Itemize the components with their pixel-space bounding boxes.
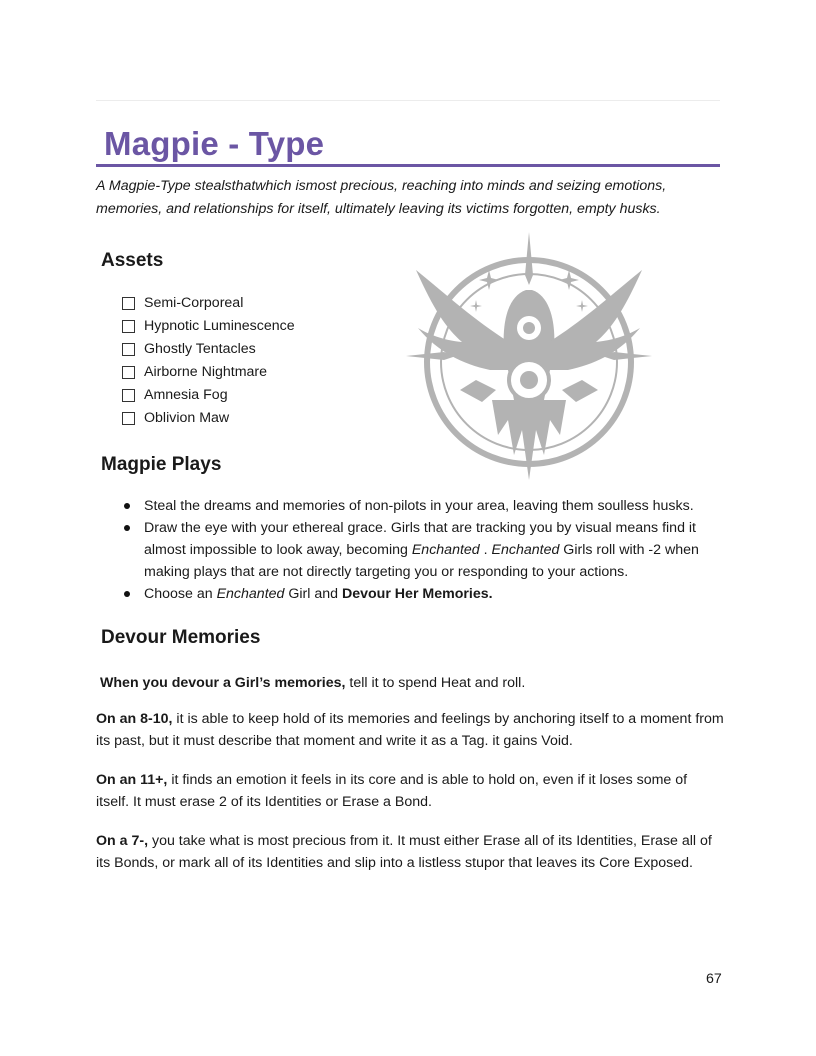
plays-list [118, 495, 720, 605]
enchanted-term: Enchanted [491, 542, 560, 558]
devour-trigger [100, 672, 728, 694]
asset-item [122, 407, 295, 430]
asset-item [122, 361, 295, 384]
enchanted-term: Enchanted [411, 542, 480, 558]
result-text: it finds an emotion it feels in its core and is able to hold on, even if it loses some of itself. It must erase 2 of its Identities or Erase a Bond. [96, 772, 688, 810]
asset-label: Amnesia Fog [144, 387, 228, 403]
page-title: Magpie - Type [104, 125, 325, 162]
result-text: you take what is most precious from it. It must either Erase all of its Identities, Erase all of its Bonds, or mark all of its Identities and slip into a listless stupor that leaves its Core Exposed. [96, 833, 712, 871]
play-item [118, 517, 720, 583]
result-label: On an 11+, [96, 772, 168, 788]
asset-item [122, 384, 295, 407]
checkbox-icon[interactable] [122, 412, 135, 425]
checkbox-icon[interactable] [122, 366, 135, 379]
trigger-bold: When you devour a Girl’s memories, [100, 675, 346, 691]
bullet-icon [124, 525, 130, 531]
asset-label: Ghostly Tentacles [144, 341, 256, 357]
play-text: Girl and [284, 586, 342, 602]
devour-heading: Devour Memories [101, 627, 261, 648]
asset-checklist [122, 292, 295, 430]
result-label: On an 8-10, [96, 711, 173, 727]
assets-heading: Assets [101, 250, 164, 271]
result-11-plus [96, 769, 724, 813]
checkbox-icon[interactable] [122, 320, 135, 333]
checkbox-icon[interactable] [122, 297, 135, 310]
trigger-text: tell it to spend Heat and roll. [345, 675, 526, 691]
checkbox-icon[interactable] [122, 389, 135, 402]
asset-item [122, 338, 295, 361]
page-number: 67 [706, 971, 722, 987]
asset-label: Semi-Corporeal [144, 295, 244, 311]
result-8-10 [96, 708, 724, 752]
result-label: On a 7-, [96, 833, 149, 849]
asset-label: Oblivion Maw [144, 410, 230, 426]
bullet-icon [124, 591, 130, 597]
play-text: Girls roll with -2 when making plays that are not directly targeting you or responding to your actions. [144, 542, 699, 580]
enchanted-term: Enchanted [216, 586, 285, 602]
asset-label: Hypnotic Luminescence [144, 318, 295, 334]
play-item [118, 583, 720, 605]
bullet-icon [124, 503, 130, 509]
checkbox-icon[interactable] [122, 343, 135, 356]
play-text: Choose an [144, 586, 217, 602]
play-text: . [479, 542, 492, 558]
play-text: Steal the dreams and memories of non-pilots in your area, leaving them soulless husks. [144, 498, 694, 514]
result-7-minus [96, 830, 724, 874]
intro-text: A Magpie-Type stealsthatwhich ismost precious, reaching into minds and seizing emotions, memories, and relationships for itself, ultimately leaving its victims forgotten, empty husks. [96, 178, 667, 217]
magpie-emblem-icon [404, 230, 654, 492]
play-text: Draw the eye with your ethereal grace. Girls that are tracking you by visual means find it almost impossible to look away, becoming [144, 520, 696, 558]
asset-item [122, 315, 295, 338]
title-underline [96, 164, 720, 167]
play-item [118, 495, 720, 517]
plays-heading: Magpie Plays [101, 454, 222, 475]
asset-label: Airborne Nightmare [144, 364, 268, 380]
devour-term: Devour Her Memories. [341, 586, 493, 602]
result-text: it is able to keep hold of its memories and feelings by anchoring itself to a moment from its past, but it must describe that moment and write it as a Tag. it gains Void. [96, 711, 724, 749]
asset-item [122, 292, 295, 315]
header-divider [96, 100, 720, 101]
